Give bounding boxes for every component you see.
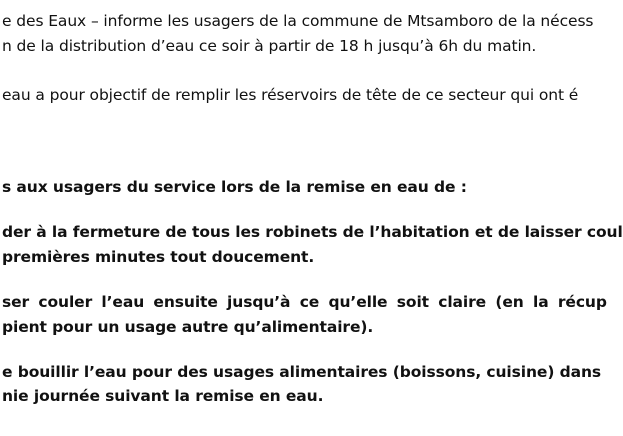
instructions-heading: s aux usagers du service lors de la remise en eau de : xyxy=(2,178,467,196)
intro-line-1: e des Eaux – informe les usagers de la commune de Mtsamboro de la nécess xyxy=(2,12,594,30)
instruction-2-line-2: pient pour un usage autre qu’alimentaire). xyxy=(2,318,374,336)
instruction-1-line-1: der à la fermeture de tous les robinets de l’habitation et de laisser coul xyxy=(2,223,623,241)
instruction-2-line-1: ser couler l’eau ensuite jusqu’à ce qu’elle soit claire (en la récup xyxy=(2,293,607,311)
instruction-3-line-2: nie journée suivant la remise en eau. xyxy=(2,387,324,405)
instruction-3-line-1: e bouillir l’eau pour des usages alimentaires (boissons, cuisine) dans xyxy=(2,363,602,381)
instruction-1-line-2: premières minutes tout doucement. xyxy=(2,248,315,266)
purpose-line-1: eau a pour objectif de remplir les réservoirs de tête de ce secteur qui ont é xyxy=(2,86,579,104)
intro-line-2: n de la distribution d’eau ce soir à partir de 18 h jusqu’à 6h du matin. xyxy=(2,37,537,55)
